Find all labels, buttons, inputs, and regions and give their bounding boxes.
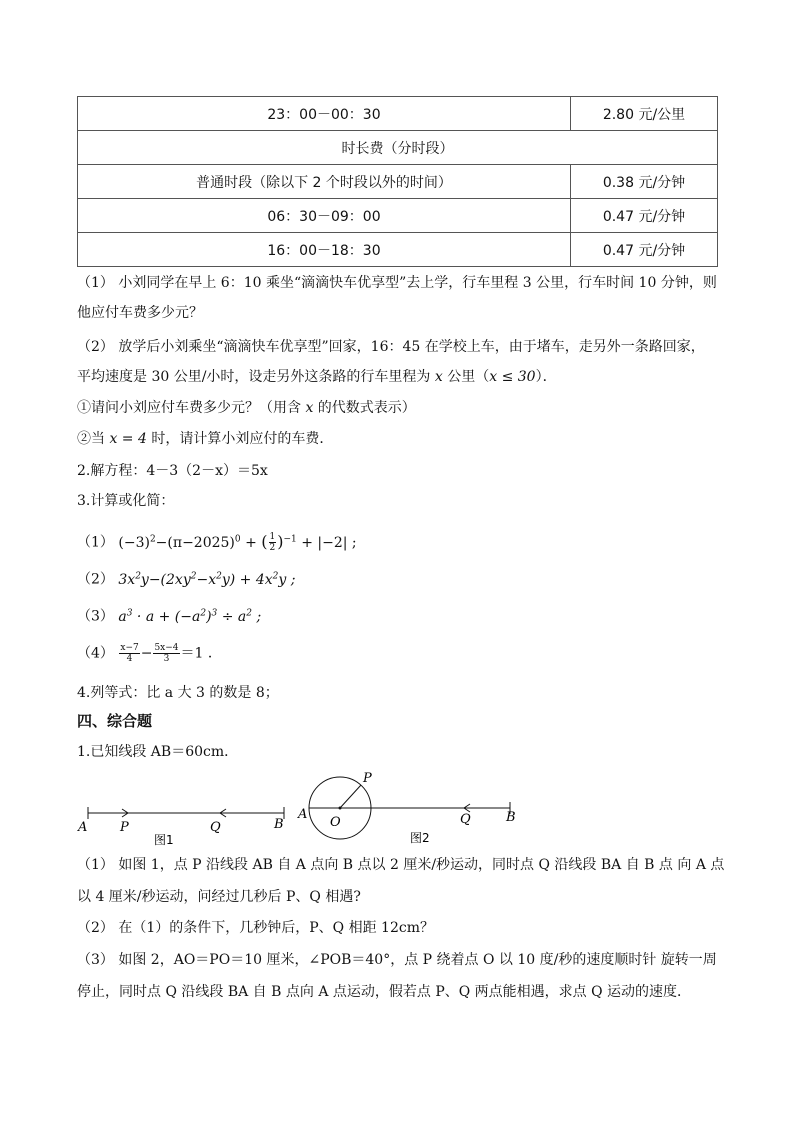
label-q: Q (210, 820, 221, 835)
q1-part1-line2: 他应付车费多少元？ (77, 305, 203, 321)
q3-item4: （4） $\frac{x-7}{4}$ − $\frac{5x-4}{3}$ ＝1 ． (77, 643, 222, 664)
figure-1 (77, 807, 284, 847)
condition: x ≤ 30 (489, 369, 536, 385)
price-cell: 0.38 元/分钟 (571, 165, 718, 199)
text: 的代数式表示） (313, 400, 416, 416)
equation: x = 4 (109, 431, 147, 447)
label-p: P (363, 771, 372, 786)
fraction: $\frac{5x-4}{3}$ (154, 643, 179, 664)
text: ①请问小刘应付车费多少元？（用含 (77, 400, 306, 416)
geometry-figures (70, 766, 540, 852)
text: ）． (535, 369, 557, 385)
period-cell: 普通时段（除以下 2 个时段以外的时间） (78, 165, 571, 199)
text: 时，请计算小刘应付的车费． (146, 431, 334, 447)
variable-x: x (305, 400, 314, 416)
table-row (78, 131, 718, 165)
q1-sub1 (77, 398, 416, 418)
figure-2-caption: 图2 (410, 831, 430, 845)
period-cell: 06：30－09：00 (78, 199, 571, 233)
item-label: （1） (77, 534, 114, 551)
math-expression: $a^3 \cdot a + (-a^2)^3 \div a^2$ ; (118, 608, 262, 625)
math-expression: $(-3)^2-(\pi-2025)^0$ + ( $\frac{1}{2}$ )$^{-1}$ + |−2| ; (118, 531, 357, 554)
label-b: B (274, 817, 284, 832)
q5-part1-line1: （1） 如图 1，点 P 沿线段 AB 自 A 点向 B 点以 2 厘米/秒运动，同时点 Q 沿线段 BA 自 B 点 向 A 点 (77, 857, 725, 873)
fraction: $\frac{x-7}{4}$ (120, 643, 139, 664)
q5-part3-line1: （3） 如图 2，AO＝PO＝10 厘米，∠POB＝40°，点 P 绕着点 O 以 10 度/秒的速度顺时针 旋转一周 (77, 952, 717, 968)
figure-2 (297, 771, 516, 845)
figure-1-caption: 图1 (154, 833, 174, 847)
table-section-header: 时长费（分时段） (78, 131, 718, 165)
label-a: A (78, 820, 88, 835)
q1-part2-line1: （2） 放学后小刘乘坐“滴滴快车优享型”回家，16：45 在学校上车，由于堵车，走另外一条路回家， (77, 339, 705, 355)
label-b: B (506, 810, 516, 825)
item-label: （4） (77, 645, 114, 662)
text: 公里（ (442, 369, 490, 385)
table-row (78, 199, 718, 233)
price-cell: 0.47 元/分钟 (571, 233, 718, 267)
item-label: （3） (77, 608, 114, 625)
period-cell: 16：00－18：30 (78, 233, 571, 267)
text: ②当 (77, 431, 110, 447)
text: 平均速度是 30 公里/小时，设走另外这条路的行车里程为 (77, 369, 435, 385)
q4-text: 4.列等式：比 a 大 3 的数是 8； (77, 685, 279, 701)
q5-title: 1.已知线段 AB＝60cm． (77, 744, 239, 760)
math-expression: $3x^2y-(2xy^2-x^2y) + 4x^2y$ ; (118, 571, 296, 588)
q5-part2: （2） 在（1）的条件下，几秒钟后，P、Q 相距 12cm？ (77, 920, 434, 936)
q3-item2 (77, 566, 295, 590)
q3-item1 (77, 529, 357, 553)
price-cell: 0.47 元/分钟 (571, 199, 718, 233)
q1-part2-line2 (77, 367, 557, 387)
label-q: Q (460, 812, 471, 827)
period-cell: 23：00－00：30 (78, 97, 571, 131)
q3-item3 (77, 603, 261, 627)
q1-part1-line1: （1） 小刘同学在早上 6：10 乘坐“滴滴快车优享型”去上学，行车里程 3 公里，行车时间 10 分钟，则 (77, 275, 717, 291)
q5-part3-line2: 停止，同时点 Q 沿线段 BA 自 B 点向 A 点运动，假若点 P、Q 两点能相遇，求点 Q 运动的速度． (77, 984, 692, 1000)
variable-x: x (434, 369, 443, 385)
label-p: P (120, 820, 129, 835)
table-row (78, 165, 718, 199)
table-row (78, 97, 718, 131)
q3-title: 3.计算或化简： (77, 493, 175, 509)
item-label: （2） (77, 571, 114, 588)
price-cell: 2.80 元/公里 (571, 97, 718, 131)
section-heading: 四、综合题 (77, 712, 153, 730)
q5-part1-line2: 以 4 厘米/秒运动，问经过几秒后 P、Q 相遇? (77, 889, 361, 905)
q2-equation: 2.解方程：4－3（2－x）＝5x (77, 463, 268, 479)
label-a: A (298, 807, 308, 822)
table-row (78, 233, 718, 267)
label-o: O (330, 815, 341, 830)
fee-table (77, 96, 718, 267)
q1-sub2 (77, 429, 333, 449)
text: ＝1 ． (180, 645, 222, 662)
